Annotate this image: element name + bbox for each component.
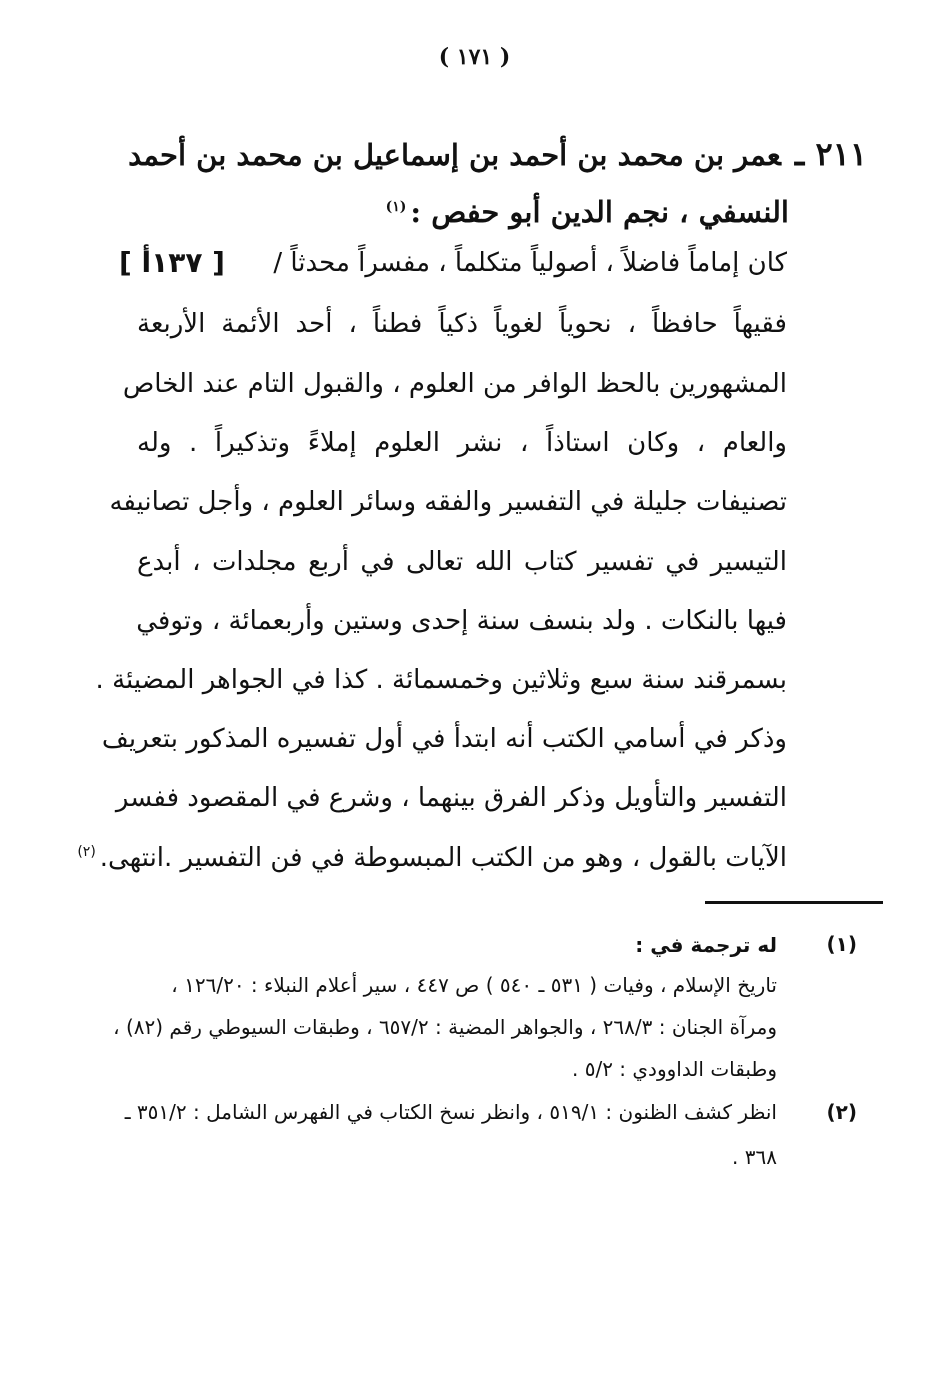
body-text-11: الآيات بالقول ، وهو من الكتب المبسوطة في فن التفسير .انتهى. (99, 843, 787, 873)
footnote-1-line-4: وطبقات الداوودي : ٥/٢ . (572, 1057, 777, 1081)
page-number: ( ١٧١ ) (438, 44, 511, 70)
body-text-1: كان إماماً فاضلاً ، أصولياً متكلماً ، مفسراً محدثاً / (273, 248, 787, 278)
footnote-1-line-2: تاريخ الإسلام ، وفيات ( ٥٣١ ـ ٥٤٠ ) ص ٤٤٧ ، سير أعلام النبلاء : ١٢٦/٢٠ ، (171, 973, 777, 997)
footnote-ref-2: (٢) (77, 844, 96, 861)
body-line-10: التفسير والتأويل وذكر الفرق بينهما ، وشرع في المقصود ففسر (115, 783, 787, 813)
body-line-9: وذكر في أسامي الكتب أنه ابتدأ في أول تفسيره المذكور بتعريف (101, 724, 787, 754)
body-line-8: بسمرقند سنة سبع وثلاثين وخمسمائة . كذا في الجواهر المضيئة . (95, 665, 787, 695)
footnote-1-line-3: ومرآة الجنان : ٢٦٨/٣ ، والجواهر المضية : ٦٥٧/٢ ، وطبقات السيوطي رقم (٨٢) ، (113, 1015, 777, 1039)
footnote-ref-1: (١) (385, 199, 407, 216)
footnote-1-line-1: له ترجمة في : (635, 933, 777, 957)
footnote-2-line-2: ٣٦٨ . (732, 1145, 777, 1169)
body-line-11 (77, 838, 787, 878)
footnote-separator (705, 901, 883, 904)
body-line-3: المشهورين بالحظ الوافر من العلوم ، والقبول التام عند الخاص (122, 369, 787, 399)
body-line-5: تصنيفات جليلة في التفسير والفقه وسائر العلوم ، وأجل تصانيفه (109, 487, 787, 517)
body-line-7: فيها بالنكات . ولد بنسف سنة إحدى وستين وأربعمائة ، وتوفي (136, 606, 787, 636)
body-line-2: فقيهاً حافظاً ، نحوياً لغوياً ذكياً فطناً ، أحد الأئمة الأربعة (137, 309, 787, 339)
entry-number: ٢١١ ـ (794, 135, 867, 173)
entry-heading-text-2: النسفي ، نجم الدين أبو حفص : (410, 195, 789, 229)
footnote-1-number: (١) (826, 932, 857, 956)
entry-heading-line-2 (386, 192, 789, 232)
entry-heading-line-1 (128, 134, 867, 175)
body-line-4: والعام ، وكان استاذاً ، نشر العلوم إملاءً وتذكيراً . وله (137, 428, 787, 458)
footnote-2-line-1: انظر كشف الظنون : ٥١٩/١ ، وانظر نسخ الكتاب في الفهرس الشامل : ٣٥١/٢ ـ (124, 1100, 777, 1124)
entry-heading-text-1: عمر بن محمد بن أحمد بن إسماعيل بن محمد بن أحمد (128, 138, 781, 172)
body-line-6: التيسير في تفسير كتاب الله تعالى في أربع مجلدات ، أبدع (137, 547, 787, 577)
body-line-1 (119, 243, 787, 283)
folio-marker: [ ١٣٧أ ] (119, 246, 225, 279)
footnote-2-number: (٢) (826, 1100, 857, 1124)
